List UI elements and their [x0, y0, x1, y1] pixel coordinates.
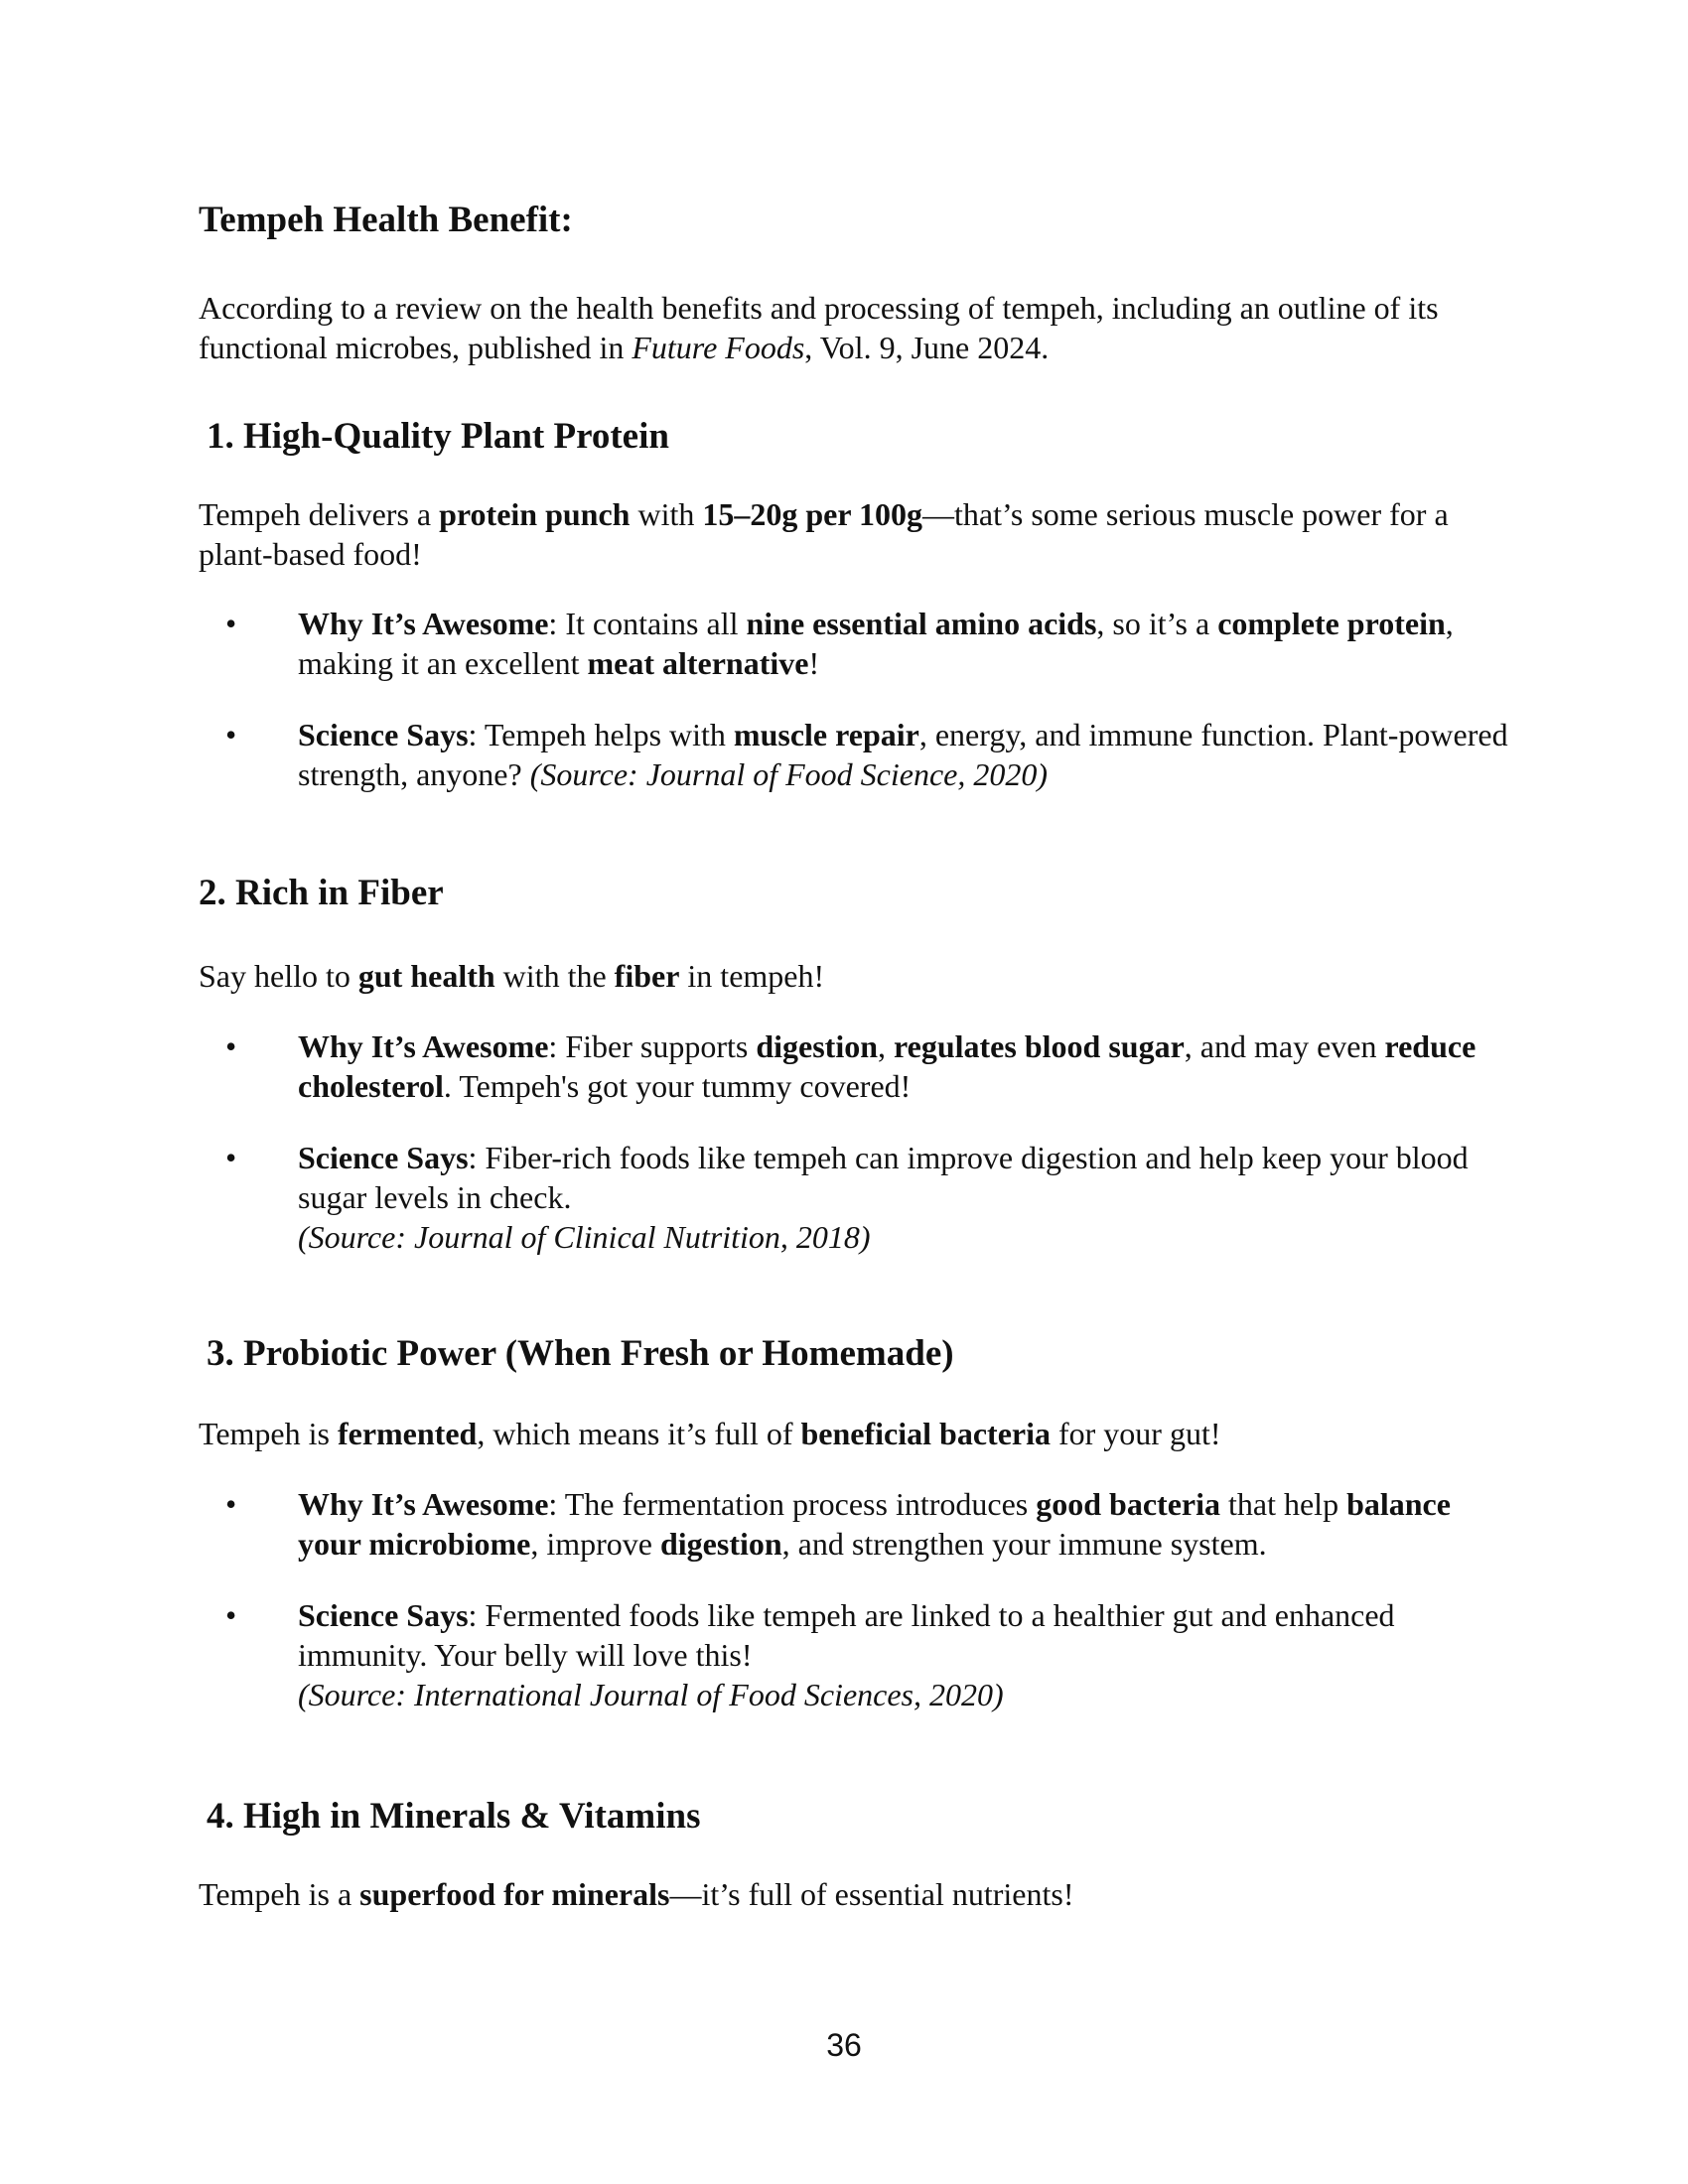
intro-paragraph: According to a review on the health benefits and processing of tempeh, including an outline of its functional microbes, published in Future Foods, Vol. 9, June 2024.: [199, 290, 1439, 365]
section-lead: Tempeh is fermented, which means it’s full of beneficial bacteria for your gut!: [199, 1416, 1221, 1451]
list-item: • Why It’s Awesome: It contains all nine essential amino acids, so it’s a complete protein, making it an excellent meat alternative!: [225, 606, 1454, 681]
list-item: • Science Says: Tempeh helps with muscle repair, energy, and immune function. Plant-powered strength, anyone? (Source: Journal of Food Science, 2020): [225, 717, 1508, 792]
page-number: 36: [826, 2027, 862, 2063]
bullet-icon: •: [225, 1028, 237, 1064]
list-item: • Science Says: Fiber-rich foods like tempeh can improve digestion and help keep your blood sugar levels in check. (Source: Journal of Clinical Nutrition, 2018): [199, 1138, 1509, 1257]
bullet-icon: •: [225, 606, 237, 641]
section-protein: [199, 415, 1509, 792]
section-heading: 1. High-Quality Plant Protein: [207, 416, 669, 457]
journal-name: Future Foods: [632, 330, 805, 365]
bullet-list: [199, 604, 1509, 826]
source-citation: (Source: International Journal of Food Sciences, 2020): [298, 1677, 1004, 1712]
section-probiotic: [199, 1332, 1509, 1712]
bullet-icon: •: [225, 1597, 237, 1633]
list-item: • Science Says: Fermented foods like tempeh are linked to a healthier gut and enhanced immunity. Your belly will love this! (Source: International Journal of Food Sciences, 2020): [199, 1595, 1509, 1714]
list-item: • Why It’s Awesome: The fermentation process introduces good bacteria that help balance your microbiome, improve digestion, and strengthen your immune system.: [225, 1486, 1451, 1562]
bullet-icon: •: [225, 1486, 237, 1522]
section-lead: Say hello to gut health with the fiber in tempeh!: [199, 958, 825, 994]
bullet-icon: •: [225, 717, 237, 752]
list-item: • Why It’s Awesome: Fiber supports digestion, regulates blood sugar, and may even reduce cholesterol. Tempeh's got your tummy covered!: [225, 1028, 1477, 1104]
page-title: Tempeh Health Benefit:: [199, 200, 573, 240]
section-heading: 4. High in Minerals & Vitamins: [207, 1796, 701, 1837]
section-heading: 3. Probiotic Power (When Fresh or Homemade): [207, 1333, 954, 1374]
section-fiber: [199, 872, 1509, 1255]
source-citation: (Source: Journal of Clinical Nutrition, 2018): [298, 1219, 871, 1255]
bullet-list: [199, 1026, 1509, 1289]
section-heading: 2. Rich in Fiber: [199, 873, 444, 913]
bullet-list: [199, 1484, 1509, 1746]
section-lead: Tempeh delivers a protein punch with 15–20g per 100g—that’s some serious muscle power for a plant-based food!: [199, 496, 1449, 572]
bullet-icon: •: [225, 1140, 237, 1175]
section-minerals: [199, 1795, 1509, 1912]
source-citation: (Source: Journal of Food Science, 2020): [529, 756, 1049, 792]
section-lead: Tempeh is a superfood for minerals—it’s full of essential nutrients!: [199, 1876, 1074, 1912]
